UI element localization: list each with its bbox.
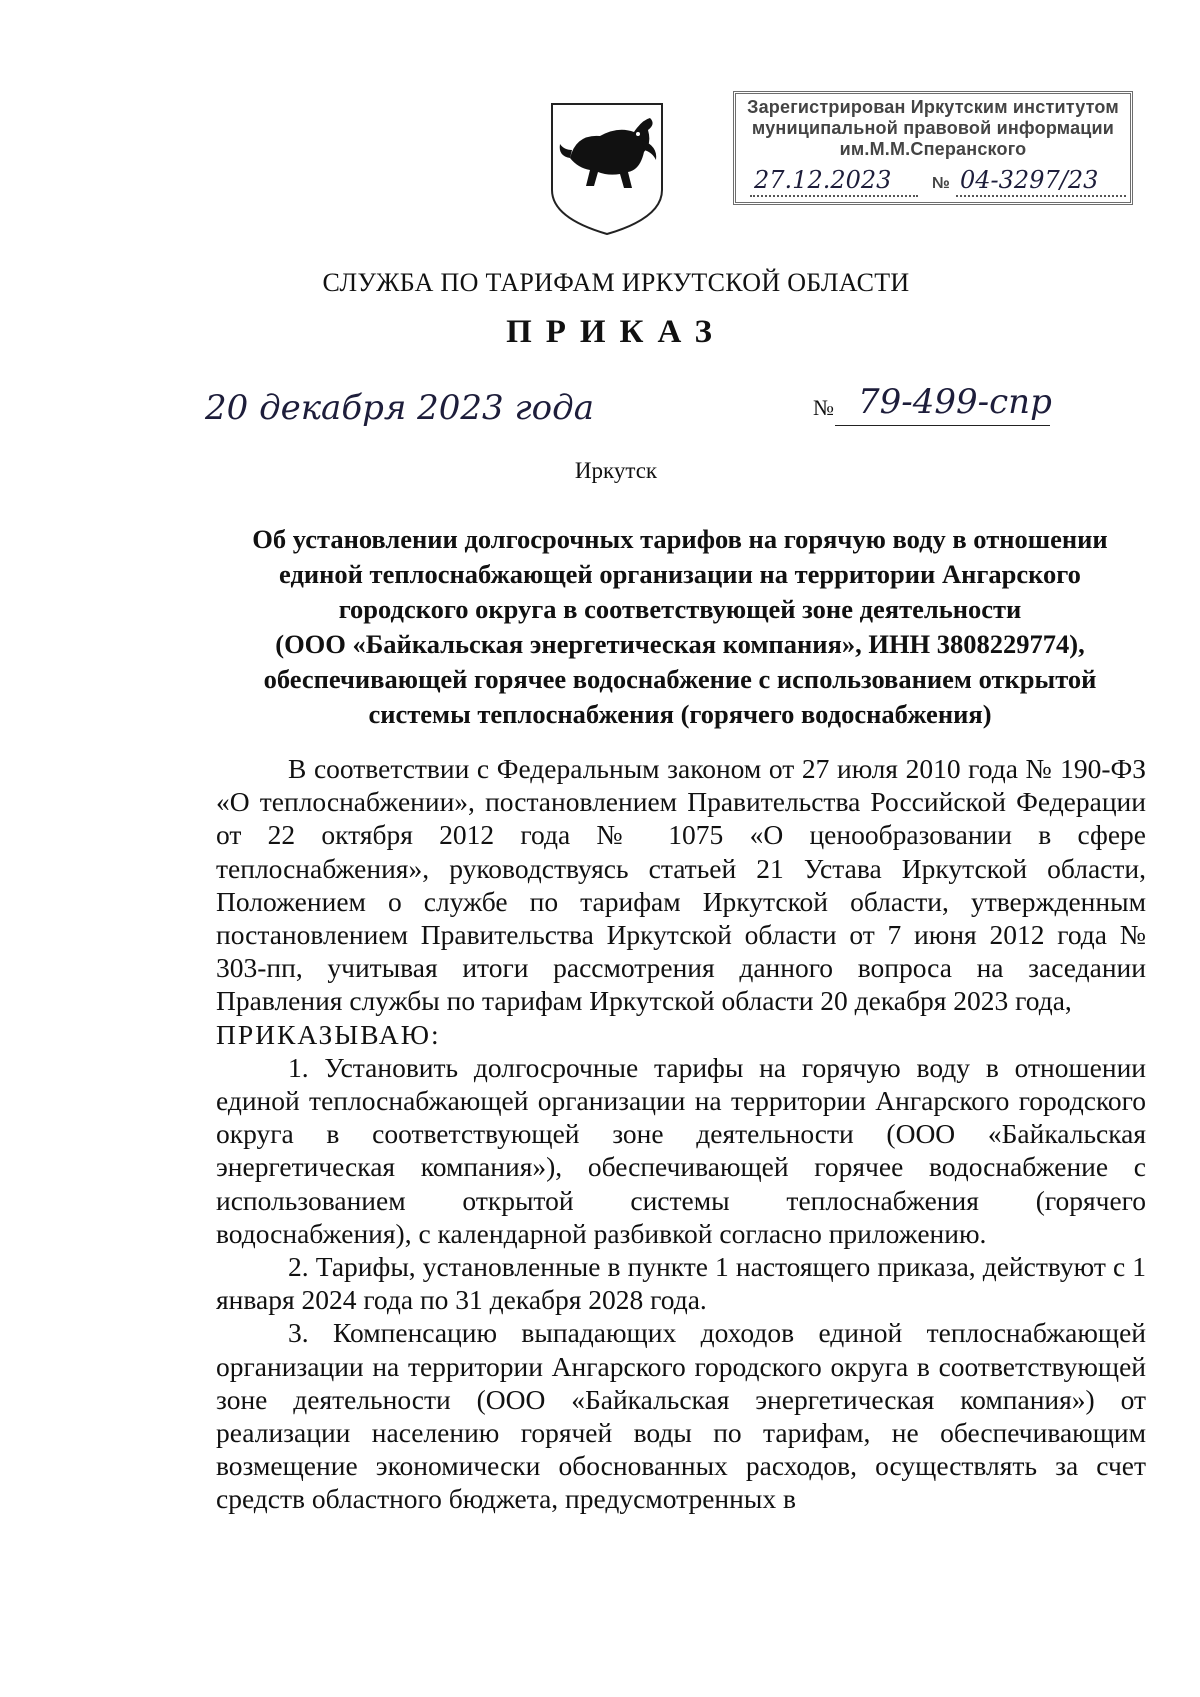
stamp-line-3: им.М.М.Сперанского xyxy=(839,139,1027,159)
stamp-date: 27.12.2023 xyxy=(754,166,892,194)
registration-stamp xyxy=(733,91,1133,205)
document-number: 79-499-спр xyxy=(858,382,1052,422)
order-item-2: 2. Тарифы, установленные в пункте 1 настоящего приказа, действуют с 1 января 2024 года по 31 декабря 2028 года. xyxy=(216,1251,1146,1316)
document-number-label: № xyxy=(813,395,834,420)
document-body xyxy=(216,752,1146,1516)
stamp-registration-row xyxy=(746,166,1122,198)
stamp-date-underline xyxy=(750,195,918,198)
preamble-paragraph: В соответствии с Федеральным законом от 27 июля 2010 года № 190-ФЗ «О теплоснабжении», постановлением Правительства Российской Федерации от 22 октября 2012 года № 1075 «О ценообразовании в сфере теплоснабжения», руководствуясь статьей 21 Устава Иркутской области, Положением о службе по тарифам Иркутской области, утвержденным постановлением Правительства Иркутской области от 7 июня 2012 года № 303-пп, учитывая итоги рассмотрения данного вопроса на заседании Правления службы по тарифам Иркутской области 20 декабря 2023 года, xyxy=(216,753,1146,1017)
title-line: Об установлении долгосрочных тарифов на горячую воду в отношении xyxy=(252,524,1108,554)
title-line: единой теплоснабжающей организации на территории Ангарского xyxy=(279,559,1081,589)
title-line: городского округа в соответствующей зоне деятельности xyxy=(338,594,1022,624)
document-date: 20 декабря 2023 года xyxy=(205,388,594,428)
stamp-line-1: Зарегистрирован Иркутским институтом xyxy=(747,97,1119,117)
title-line: системы теплоснабжения (горячего водоснабжения) xyxy=(368,699,992,729)
stamp-number: 04-3297/23 xyxy=(960,166,1099,194)
stamp-number-label: № xyxy=(932,175,950,192)
order-item-1: 1. Установить долгосрочные тарифы на горячую воду в отношении единой теплоснабжающей организации на территории Ангарского городского округа в соответствующей зоне деятельности (ООО «Байкальская энергетическая компания»), обеспечивающей горячее водоснабжение с использованием открытой системы теплоснабжения (горячего водоснабжения), с календарной разбивкой согласно приложению. xyxy=(216,1051,1146,1249)
coat-of-arms-emblem xyxy=(548,100,666,238)
order-word: ПРИКАЗЫВАЮ: xyxy=(216,1018,441,1050)
document-type: ПРИКАЗ xyxy=(506,314,726,350)
stamp-line-2: муниципальной правовой информации xyxy=(751,118,1115,138)
document-number-underline xyxy=(835,425,1050,426)
order-item-3: 3. Компенсацию выпадающих доходов единой теплоснабжающей организации на территории Ангарского городского округа в соответствующей зоне деятельности (ООО «Байкальская энергетическая компания») от реализации населению горячей воды по тарифам, не обеспечивающим возмещение экономически обоснованных расходов, осуществлять за счет средств областного бюджета, предусмотренных в xyxy=(216,1317,1146,1515)
document-title xyxy=(210,522,1150,732)
document-city: Иркутск xyxy=(574,458,658,483)
stamp-number-underline xyxy=(956,195,1126,198)
title-line: (ООО «Байкальская энергетическая компания», ИНН 3808229774), xyxy=(275,629,1085,659)
title-line: обеспечивающей горячее водоснабжение с использованием открытой xyxy=(263,664,1097,694)
issuing-authority: СЛУЖБА ПО ТАРИФАМ ИРКУТСКОЙ ОБЛАСТИ xyxy=(322,268,910,297)
